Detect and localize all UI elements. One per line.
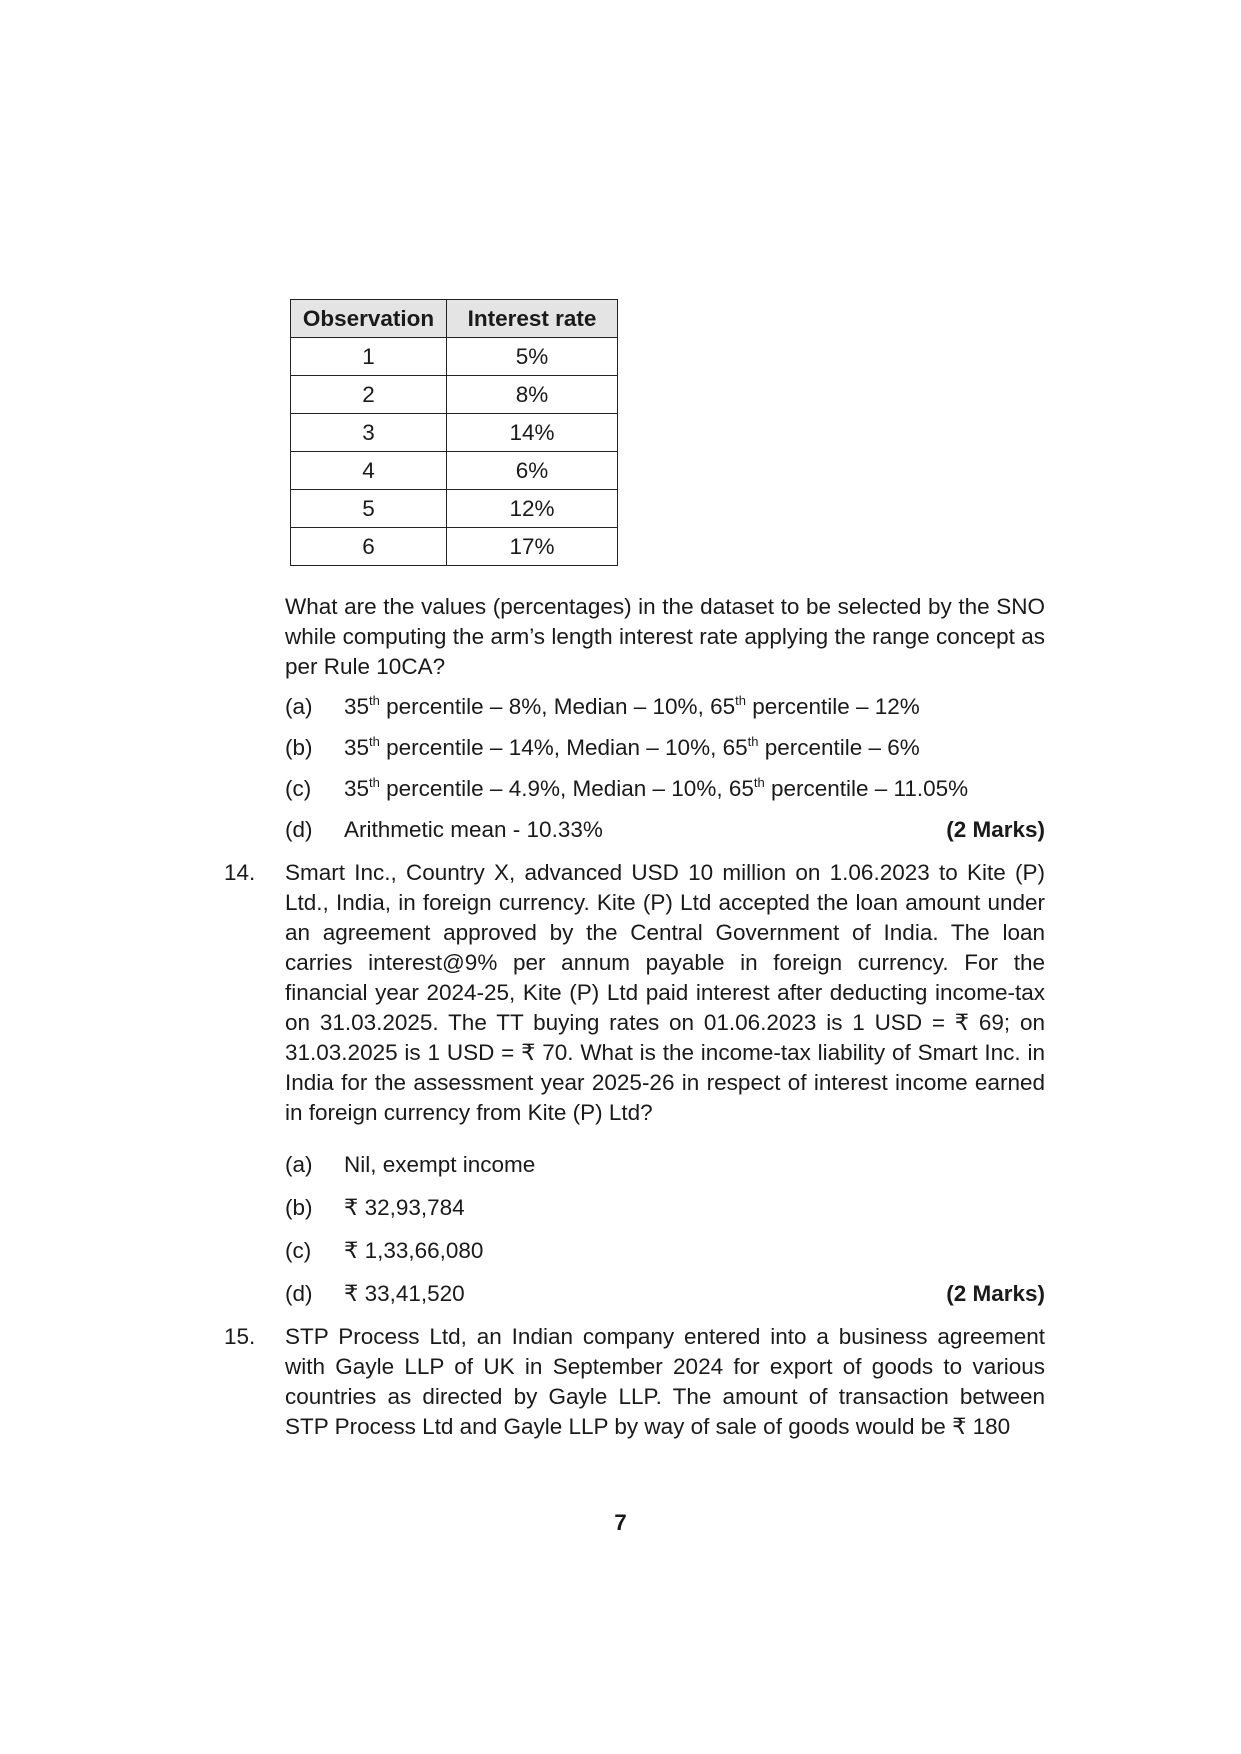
option-text-part: 35 — [344, 776, 370, 801]
table-cell: 17% — [447, 528, 618, 566]
table-cell: 5 — [291, 490, 447, 528]
ordinal-superscript: th — [369, 734, 380, 749]
q14-option-c — [285, 1236, 1045, 1266]
table-row — [291, 414, 618, 452]
q14-stem: Smart Inc., Country X, advanced USD 10 million on 1.06.2023 to Kite (P) Ltd., India, in foreign currency. Kite (P) Ltd accepted the loan amount under an agreement approved by the Central Government of India. The loan carries interest@9% per annum payable in foreign currency. For the financial year 2024-25, Kite (P) Ltd paid interest after deducting income-tax on 31.03.2025. The TT buying rates on 01.06.2023 is 1 USD = ₹ 69; on 31.03.2025 is 1 USD = ₹ 70. What is the income-tax liability of Smart Inc. in India for the assessment year 2025-26 in respect of interest income earned in foreign currency from Kite (P) Ltd? — [285, 860, 1045, 1125]
q14-option-a — [285, 1150, 1045, 1180]
q13-option-d — [285, 815, 1045, 845]
q13-option-b — [285, 733, 1045, 763]
option-label: (b) — [285, 735, 313, 760]
table-cell: 3 — [291, 414, 447, 452]
option-text: Arithmetic mean - 10.33% — [344, 817, 603, 842]
marks-label: (2 Marks) — [946, 817, 1045, 842]
option-text-part: percentile – 4.9%, Median – 10%, 65 — [379, 776, 754, 801]
ordinal-superscript: th — [747, 734, 759, 749]
page-number: 7 — [614, 1510, 627, 1535]
table-row — [291, 528, 618, 566]
option-label: (b) — [285, 1195, 313, 1220]
table-cell: 14% — [447, 414, 618, 452]
table-cell: 2 — [291, 376, 447, 414]
table-cell: 1 — [291, 338, 447, 376]
ordinal-superscript: th — [369, 693, 380, 708]
option-text-part: percentile – 11.05% — [764, 776, 969, 801]
ordinal-superscript: th — [753, 775, 765, 790]
option-text: ₹ 32,93,784 — [344, 1195, 465, 1220]
table-header-observation: Observation — [291, 300, 447, 338]
table-cell: 4 — [291, 452, 447, 490]
table-header-row — [291, 300, 618, 338]
ordinal-superscript: th — [735, 693, 746, 708]
option-label: (c) — [285, 776, 312, 801]
table-cell: 6 — [291, 528, 447, 566]
q15-stem: STP Process Ltd, an Indian company entered into a business agreement with Gayle LLP of UK in September 2024 for export of goods to various countries as directed by Gayle LLP. The amount of transaction between STP Process Ltd and Gayle LLP by way of sale of goods would be ₹ 180 — [285, 1324, 1045, 1439]
option-text-part: percentile – 8%, Median – 10%, 65 — [379, 694, 736, 719]
ordinal-superscript: th — [369, 775, 380, 790]
option-label: (d) — [285, 817, 313, 842]
option-text-part: percentile – 6% — [758, 735, 920, 760]
option-text: Nil, exempt income — [344, 1152, 536, 1177]
option-label: (d) — [285, 1281, 313, 1306]
interest-rate-table — [290, 299, 618, 566]
question-number: 14. — [224, 860, 256, 885]
table-row — [291, 490, 618, 528]
table-cell: 8% — [447, 376, 618, 414]
option-text-part: percentile – 12% — [745, 694, 920, 719]
option-text — [344, 774, 968, 804]
option-text — [344, 733, 920, 763]
option-label: (a) — [285, 1152, 313, 1177]
marks-label: (2 Marks) — [946, 1281, 1045, 1306]
q13-option-c — [285, 774, 1045, 804]
option-text — [344, 692, 920, 722]
table-header-interest-rate: Interest rate — [447, 300, 618, 338]
q13-stem: What are the values (percentages) in the dataset to be selected by the SNO while computing the arm’s length interest rate applying the range concept as per Rule 10CA? — [285, 594, 1045, 679]
option-text: ₹ 1,33,66,080 — [344, 1238, 484, 1263]
table-cell: 5% — [447, 338, 618, 376]
q14-option-d — [285, 1279, 1045, 1309]
option-text-part: percentile – 14%, Median – 10%, 65 — [379, 735, 748, 760]
table-cell: 6% — [447, 452, 618, 490]
option-text: ₹ 33,41,520 — [344, 1281, 465, 1306]
q14-option-b — [285, 1193, 1045, 1223]
question-number: 15. — [224, 1324, 256, 1349]
q13-option-a — [285, 692, 1045, 722]
option-text-part: 35 — [344, 735, 370, 760]
option-text-part: 35 — [344, 694, 370, 719]
table-row — [291, 376, 618, 414]
table-row — [291, 452, 618, 490]
table-cell: 12% — [447, 490, 618, 528]
option-label: (c) — [285, 1238, 312, 1263]
table-row — [291, 338, 618, 376]
option-label: (a) — [285, 694, 313, 719]
